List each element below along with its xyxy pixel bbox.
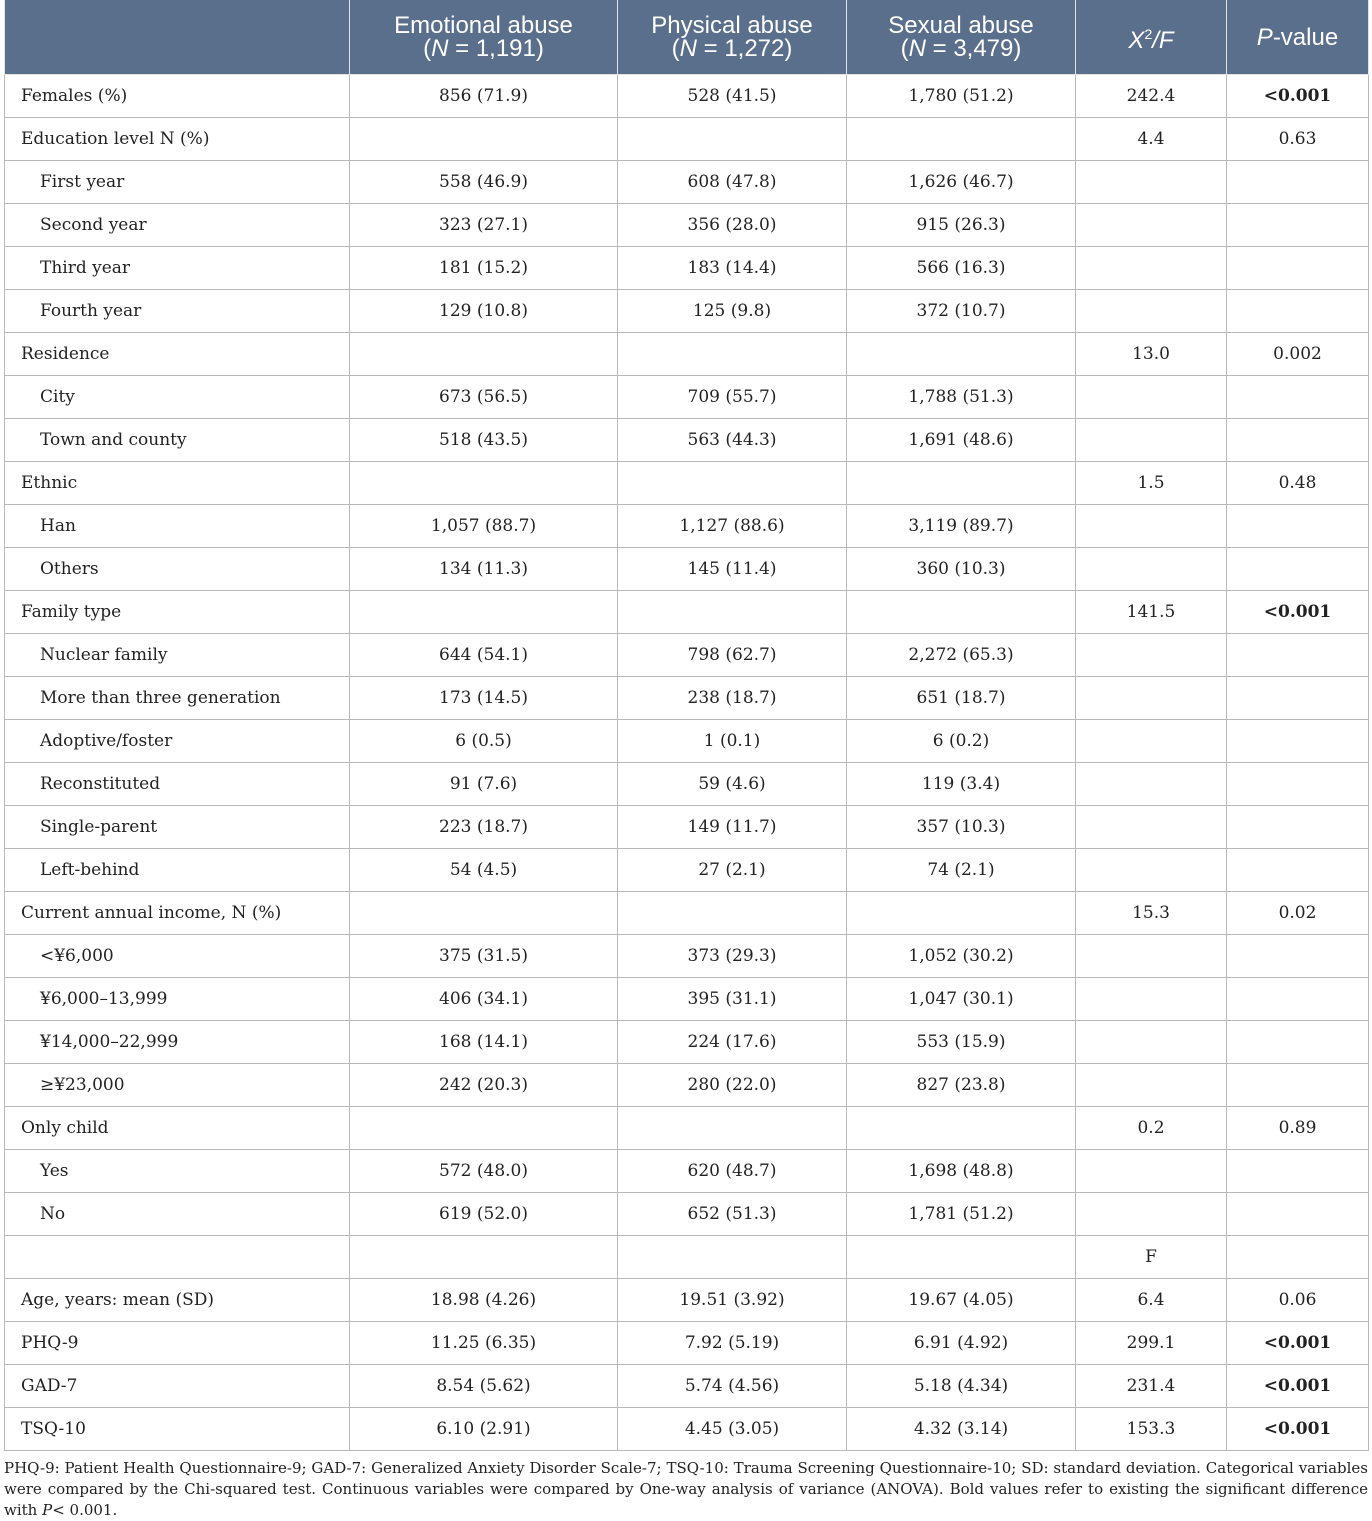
header-statistic-rest: /F [1152, 26, 1174, 54]
cell-statistic: 141.5 [1076, 591, 1227, 634]
cell-statistic [1076, 1193, 1227, 1236]
cell-physical-abuse [618, 591, 847, 634]
header-emotional-abuse: Emotional abuse (N = 1,191) [350, 0, 618, 75]
cell-sexual-abuse [847, 118, 1076, 161]
footnote-tail: < 0.001. [52, 1501, 118, 1519]
cell-statistic: 15.3 [1076, 892, 1227, 935]
cell-statistic [1076, 849, 1227, 892]
cell-emotional-abuse: 6 (0.5) [350, 720, 618, 763]
row-label: Current annual income, N (%) [5, 892, 350, 935]
cell-statistic [1076, 634, 1227, 677]
n-symbol: N [431, 35, 449, 62]
cell-sexual-abuse [847, 462, 1076, 505]
cell-statistic: 0.2 [1076, 1107, 1227, 1150]
cell-p-value [1227, 1150, 1369, 1193]
header-statistic [1076, 0, 1227, 75]
header-statistic-x: X [1128, 26, 1145, 54]
cell-statistic [1076, 290, 1227, 333]
cell-sexual-abuse: 360 (10.3) [847, 548, 1076, 591]
cell-statistic [1076, 419, 1227, 462]
table-row [5, 1064, 1369, 1107]
cell-p-value [1227, 849, 1369, 892]
cell-sexual-abuse: 4.32 (3.14) [847, 1408, 1076, 1451]
row-label: Han [5, 505, 350, 548]
cell-physical-abuse: 798 (62.7) [618, 634, 847, 677]
header-emotional-abuse-n: 1,191 [475, 35, 536, 62]
cell-emotional-abuse: 644 (54.1) [350, 634, 618, 677]
cell-physical-abuse: 5.74 (4.56) [618, 1365, 847, 1408]
cell-emotional-abuse: 323 (27.1) [350, 204, 618, 247]
cell-physical-abuse: 4.45 (3.05) [618, 1408, 847, 1451]
row-label: Town and county [5, 419, 350, 462]
cell-statistic: 4.4 [1076, 118, 1227, 161]
cell-physical-abuse: 652 (51.3) [618, 1193, 847, 1236]
table-row [5, 1279, 1369, 1322]
row-label: Reconstituted [5, 763, 350, 806]
row-label: Second year [5, 204, 350, 247]
cell-emotional-abuse [350, 1107, 618, 1150]
cell-sexual-abuse: 6 (0.2) [847, 720, 1076, 763]
cell-sexual-abuse [847, 892, 1076, 935]
row-label: ≥¥23,000 [5, 1064, 350, 1107]
cell-sexual-abuse: 357 (10.3) [847, 806, 1076, 849]
table-row [5, 1322, 1369, 1365]
cell-statistic [1076, 204, 1227, 247]
cell-sexual-abuse: 1,788 (51.3) [847, 376, 1076, 419]
cell-sexual-abuse [847, 333, 1076, 376]
table-row [5, 1236, 1369, 1279]
table-row [5, 462, 1369, 505]
cell-p-value [1227, 720, 1369, 763]
cell-p-value [1227, 247, 1369, 290]
row-label [5, 1236, 350, 1279]
header-physical-abuse: Physical abuse (N = 1,272) [618, 0, 847, 75]
table-row [5, 419, 1369, 462]
cell-p-value [1227, 1193, 1369, 1236]
cell-p-value: 0.89 [1227, 1107, 1369, 1150]
row-label: Adoptive/foster [5, 720, 350, 763]
n-equals: = [448, 35, 476, 62]
header-physical-abuse-title: Physical abuse [651, 12, 813, 39]
table-row [5, 1365, 1369, 1408]
cell-statistic [1076, 677, 1227, 720]
cell-sexual-abuse: 915 (26.3) [847, 204, 1076, 247]
cell-p-value [1227, 1236, 1369, 1279]
cell-physical-abuse [618, 892, 847, 935]
cell-physical-abuse: 280 (22.0) [618, 1064, 847, 1107]
cell-physical-abuse: 224 (17.6) [618, 1021, 847, 1064]
row-label: TSQ-10 [5, 1408, 350, 1451]
cell-statistic: 242.4 [1076, 75, 1227, 118]
cell-emotional-abuse: 54 (4.5) [350, 849, 618, 892]
header-sexual-abuse-n: 3,479 [953, 35, 1014, 62]
cell-sexual-abuse: 3,119 (89.7) [847, 505, 1076, 548]
cell-statistic [1076, 935, 1227, 978]
cell-physical-abuse: 563 (44.3) [618, 419, 847, 462]
cell-sexual-abuse: 372 (10.7) [847, 290, 1076, 333]
cell-p-value [1227, 978, 1369, 1021]
cell-emotional-abuse: 168 (14.1) [350, 1021, 618, 1064]
table-row [5, 849, 1369, 892]
cell-p-value: 0.48 [1227, 462, 1369, 505]
header-p-value [1227, 0, 1369, 75]
table-row [5, 1193, 1369, 1236]
cell-emotional-abuse [350, 1236, 618, 1279]
cell-emotional-abuse: 558 (46.9) [350, 161, 618, 204]
cell-emotional-abuse: 6.10 (2.91) [350, 1408, 618, 1451]
cell-p-value [1227, 204, 1369, 247]
cell-statistic [1076, 161, 1227, 204]
row-label: Single-parent [5, 806, 350, 849]
cell-emotional-abuse: 406 (34.1) [350, 978, 618, 1021]
cell-statistic: 6.4 [1076, 1279, 1227, 1322]
cell-statistic [1076, 376, 1227, 419]
table-row [5, 204, 1369, 247]
row-label: Third year [5, 247, 350, 290]
n-equals: = [696, 35, 725, 62]
cell-sexual-abuse: 1,780 (51.2) [847, 75, 1076, 118]
row-label: PHQ-9 [5, 1322, 350, 1365]
table-row [5, 677, 1369, 720]
cell-statistic [1076, 763, 1227, 806]
cell-sexual-abuse: 1,691 (48.6) [847, 419, 1076, 462]
cell-emotional-abuse: 673 (56.5) [350, 376, 618, 419]
cell-physical-abuse: 395 (31.1) [618, 978, 847, 1021]
cell-physical-abuse: 709 (55.7) [618, 376, 847, 419]
cell-sexual-abuse: 1,698 (48.8) [847, 1150, 1076, 1193]
cell-physical-abuse: 608 (47.8) [618, 161, 847, 204]
row-label: More than three generation [5, 677, 350, 720]
cell-physical-abuse: 1,127 (88.6) [618, 505, 847, 548]
header-emotional-abuse-title: Emotional abuse [394, 12, 573, 39]
n-symbol: N [679, 35, 697, 62]
row-label: Nuclear family [5, 634, 350, 677]
cell-emotional-abuse: 129 (10.8) [350, 290, 618, 333]
table-row [5, 75, 1369, 118]
cell-physical-abuse: 145 (11.4) [618, 548, 847, 591]
cell-statistic [1076, 1150, 1227, 1193]
row-label: Only child [5, 1107, 350, 1150]
table-row [5, 1150, 1369, 1193]
cell-p-value: <0.001 [1227, 75, 1369, 118]
table-row [5, 548, 1369, 591]
row-label: Residence [5, 333, 350, 376]
cell-statistic [1076, 548, 1227, 591]
cell-physical-abuse: 183 (14.4) [618, 247, 847, 290]
header-p-symbol: P [1256, 23, 1273, 51]
cell-physical-abuse: 620 (48.7) [618, 1150, 847, 1193]
cell-p-value [1227, 806, 1369, 849]
cell-p-value: <0.001 [1227, 1365, 1369, 1408]
row-label: ¥14,000–22,999 [5, 1021, 350, 1064]
cell-emotional-abuse: 8.54 (5.62) [350, 1365, 618, 1408]
header-physical-abuse-n: 1,272 [724, 35, 785, 62]
cell-p-value [1227, 505, 1369, 548]
cell-statistic: 299.1 [1076, 1322, 1227, 1365]
cell-emotional-abuse: 11.25 (6.35) [350, 1322, 618, 1365]
cell-sexual-abuse: 1,052 (30.2) [847, 935, 1076, 978]
cell-sexual-abuse: 827 (23.8) [847, 1064, 1076, 1107]
cell-p-value [1227, 677, 1369, 720]
cell-p-value [1227, 634, 1369, 677]
cell-emotional-abuse [350, 892, 618, 935]
cell-emotional-abuse: 181 (15.2) [350, 247, 618, 290]
cell-p-value [1227, 161, 1369, 204]
row-label: Females (%) [5, 75, 350, 118]
cell-physical-abuse: 1 (0.1) [618, 720, 847, 763]
cell-emotional-abuse: 375 (31.5) [350, 935, 618, 978]
row-label: GAD-7 [5, 1365, 350, 1408]
row-label: Others [5, 548, 350, 591]
cell-emotional-abuse: 572 (48.0) [350, 1150, 618, 1193]
row-label: Ethnic [5, 462, 350, 505]
table-row [5, 333, 1369, 376]
cell-physical-abuse: 356 (28.0) [618, 204, 847, 247]
row-label: No [5, 1193, 350, 1236]
table-row [5, 290, 1369, 333]
cell-sexual-abuse: 651 (18.7) [847, 677, 1076, 720]
cell-emotional-abuse [350, 118, 618, 161]
table-row [5, 978, 1369, 1021]
cell-statistic [1076, 505, 1227, 548]
cell-statistic [1076, 978, 1227, 1021]
cell-statistic [1076, 1021, 1227, 1064]
cell-emotional-abuse: 18.98 (4.26) [350, 1279, 618, 1322]
cell-emotional-abuse: 223 (18.7) [350, 806, 618, 849]
table-row [5, 161, 1369, 204]
cell-p-value: <0.001 [1227, 1322, 1369, 1365]
row-label: ¥6,000–13,999 [5, 978, 350, 1021]
cell-sexual-abuse: 119 (3.4) [847, 763, 1076, 806]
cell-p-value [1227, 1064, 1369, 1107]
cell-sexual-abuse: 5.18 (4.34) [847, 1365, 1076, 1408]
cell-emotional-abuse: 242 (20.3) [350, 1064, 618, 1107]
cell-emotional-abuse: 134 (11.3) [350, 548, 618, 591]
table-footnote [4, 1458, 1368, 1521]
table-row [5, 806, 1369, 849]
row-label: Fourth year [5, 290, 350, 333]
header-row [5, 0, 1369, 75]
table-row [5, 1107, 1369, 1150]
cell-emotional-abuse: 173 (14.5) [350, 677, 618, 720]
header-statistic-sup: 2 [1144, 25, 1153, 42]
cell-physical-abuse: 27 (2.1) [618, 849, 847, 892]
header-sexual-abuse-title: Sexual abuse [888, 12, 1034, 39]
cell-physical-abuse [618, 1107, 847, 1150]
header-sexual-abuse: Sexual abuse (N = 3,479) [847, 0, 1076, 75]
cell-p-value: 0.002 [1227, 333, 1369, 376]
cell-physical-abuse [618, 462, 847, 505]
table-row [5, 505, 1369, 548]
cell-statistic: F [1076, 1236, 1227, 1279]
cell-p-value: <0.001 [1227, 591, 1369, 634]
cell-emotional-abuse: 856 (71.9) [350, 75, 618, 118]
cell-sexual-abuse [847, 1107, 1076, 1150]
cell-p-value: 0.63 [1227, 118, 1369, 161]
cell-physical-abuse [618, 1236, 847, 1279]
cell-sexual-abuse: 1,047 (30.1) [847, 978, 1076, 1021]
row-label: Age, years: mean (SD) [5, 1279, 350, 1322]
cell-sexual-abuse: 1,626 (46.7) [847, 161, 1076, 204]
cell-p-value [1227, 1021, 1369, 1064]
cell-p-value [1227, 376, 1369, 419]
cell-p-value: 0.06 [1227, 1279, 1369, 1322]
cell-emotional-abuse: 1,057 (88.7) [350, 505, 618, 548]
cell-sexual-abuse: 6.91 (4.92) [847, 1322, 1076, 1365]
cell-statistic [1076, 720, 1227, 763]
cell-emotional-abuse: 91 (7.6) [350, 763, 618, 806]
cell-sexual-abuse: 1,781 (51.2) [847, 1193, 1076, 1236]
cell-sexual-abuse: 74 (2.1) [847, 849, 1076, 892]
cell-sexual-abuse: 2,272 (65.3) [847, 634, 1076, 677]
table-row [5, 763, 1369, 806]
cell-emotional-abuse [350, 591, 618, 634]
cell-emotional-abuse [350, 462, 618, 505]
table-row [5, 634, 1369, 677]
cell-sexual-abuse: 566 (16.3) [847, 247, 1076, 290]
cell-physical-abuse: 125 (9.8) [618, 290, 847, 333]
cell-sexual-abuse: 553 (15.9) [847, 1021, 1076, 1064]
table-row [5, 376, 1369, 419]
row-label: Yes [5, 1150, 350, 1193]
cell-statistic: 13.0 [1076, 333, 1227, 376]
row-label: <¥6,000 [5, 935, 350, 978]
table-row [5, 591, 1369, 634]
cell-physical-abuse [618, 333, 847, 376]
cell-p-value [1227, 763, 1369, 806]
cell-p-value [1227, 548, 1369, 591]
cell-statistic: 153.3 [1076, 1408, 1227, 1451]
cell-physical-abuse: 373 (29.3) [618, 935, 847, 978]
cell-physical-abuse [618, 118, 847, 161]
table-body [5, 75, 1369, 1451]
n-equals: = [925, 35, 954, 62]
cell-statistic [1076, 806, 1227, 849]
cell-statistic [1076, 247, 1227, 290]
cell-physical-abuse: 59 (4.6) [618, 763, 847, 806]
cell-p-value [1227, 935, 1369, 978]
table-row [5, 720, 1369, 763]
cell-sexual-abuse [847, 1236, 1076, 1279]
cell-physical-abuse: 19.51 (3.92) [618, 1279, 847, 1322]
table-row [5, 892, 1369, 935]
table-row [5, 247, 1369, 290]
cell-sexual-abuse: 19.67 (4.05) [847, 1279, 1076, 1322]
cell-statistic: 1.5 [1076, 462, 1227, 505]
table-row [5, 118, 1369, 161]
cell-emotional-abuse: 518 (43.5) [350, 419, 618, 462]
footnote-text: PHQ-9: Patient Health Questionnaire-9; GAD-7: Generalized Anxiety Disorder Scale-7; TSQ-10: Trauma Screening Questionnaire-10; SD: standard deviation. Categorical variables were compared by the Chi-squared test. Continuous variables were compared by One-way analysis of variance (ANOVA). Bold values refer to existing the significant difference with [4, 1459, 1368, 1519]
cell-statistic [1076, 1064, 1227, 1107]
row-label: Education level N (%) [5, 118, 350, 161]
cell-physical-abuse: 528 (41.5) [618, 75, 847, 118]
footnote-p-symbol: P [42, 1501, 53, 1519]
cell-physical-abuse: 238 (18.7) [618, 677, 847, 720]
cell-p-value [1227, 419, 1369, 462]
row-label: Left-behind [5, 849, 350, 892]
cell-physical-abuse: 7.92 (5.19) [618, 1322, 847, 1365]
row-label: Family type [5, 591, 350, 634]
n-symbol: N [908, 35, 926, 62]
row-label: City [5, 376, 350, 419]
cell-physical-abuse: 149 (11.7) [618, 806, 847, 849]
table-row [5, 1408, 1369, 1451]
header-p-rest: -value [1272, 23, 1339, 51]
cell-p-value: 0.02 [1227, 892, 1369, 935]
header-variable [5, 0, 350, 75]
cell-sexual-abuse [847, 591, 1076, 634]
cell-p-value [1227, 290, 1369, 333]
row-label: First year [5, 161, 350, 204]
table-row [5, 1021, 1369, 1064]
cell-p-value: <0.001 [1227, 1408, 1369, 1451]
cell-emotional-abuse [350, 333, 618, 376]
cell-emotional-abuse: 619 (52.0) [350, 1193, 618, 1236]
data-table [4, 0, 1369, 1451]
cell-statistic: 231.4 [1076, 1365, 1227, 1408]
table-row [5, 935, 1369, 978]
